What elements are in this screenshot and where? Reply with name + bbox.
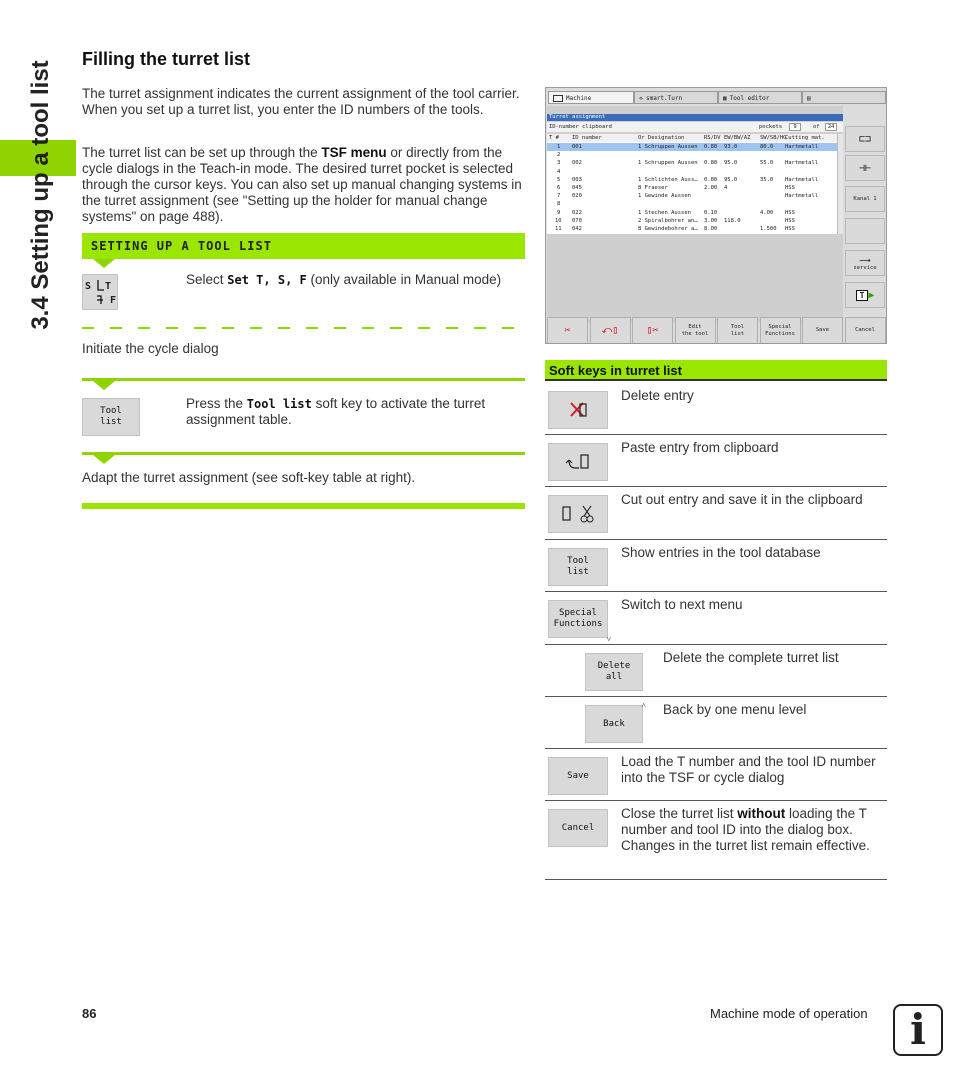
step1-text: Select Set T, S, F (only available in Manual mode)	[186, 272, 502, 287]
table-row[interactable]	[547, 159, 837, 167]
softkey-description: Show entries in the tool database	[621, 545, 821, 560]
softkey-table-row	[545, 749, 887, 801]
step-marker-icon	[93, 259, 115, 268]
table-cell: 070	[572, 217, 582, 224]
tab-tool-editor[interactable]: ▦ Tool editor	[718, 91, 802, 104]
table-cell: 022	[572, 209, 582, 216]
table-cell: 0.10	[704, 209, 718, 216]
table-cell: 1 Schlichten Auss…	[638, 176, 698, 183]
dashed-divider	[82, 327, 525, 329]
turret-assignment-screenshot	[545, 87, 887, 344]
table-header-row	[547, 134, 837, 142]
tool-list-key[interactable]: Tool list	[717, 317, 758, 344]
table-row[interactable]	[547, 192, 837, 200]
table-cell: 1.500	[760, 226, 777, 232]
procedure-end-bar	[82, 503, 525, 509]
back-softkey[interactable]: Back ˄	[585, 705, 643, 743]
table-column-header: T #	[549, 135, 559, 141]
table-cell: 3.00	[704, 217, 718, 224]
table-row[interactable]	[547, 225, 837, 233]
table-row[interactable]	[547, 151, 837, 159]
table-row[interactable]	[547, 168, 837, 176]
table-cell: Hartmetall	[785, 160, 819, 167]
channel-key[interactable]: Kanal 1	[845, 186, 885, 212]
table-cell: 80.0	[760, 144, 774, 150]
step-marker-icon	[93, 381, 115, 390]
table-cell: 4	[724, 185, 728, 191]
setup-paragraph: The turret list can be set up through the TSF menu or directly from the cycle dialogs in the Teach-in mode. The desired turret pocket is selected through the cursor keys. You can also set up manual changing systems in the turret assignment (see "Setting up the holder for manual change systems" on page 488).	[82, 145, 522, 224]
intro-paragraph: The turret assignment indicates the current assignment of the tool carrier. When you set up a turret list, you enter the ID numbers of the tools.	[82, 86, 520, 117]
softkey-description: Switch to next menu	[621, 597, 743, 612]
table-cell: 1 Gewinde Aussen	[638, 193, 691, 200]
tab-smart-turn[interactable]: ⟡ smart.Turn	[634, 91, 718, 104]
table-scrollbar[interactable]	[837, 134, 843, 234]
table-cell: 4	[557, 168, 561, 175]
step-marker-icon	[93, 455, 115, 464]
table-row[interactable]	[547, 209, 837, 217]
table-cell: HSS	[785, 226, 795, 232]
table-cell: 0.80	[704, 160, 718, 167]
table-column-header: EW/BW/AZ	[724, 135, 751, 141]
empty-key[interactable]	[845, 218, 885, 244]
edit-tool-key[interactable]: Edit the tool	[675, 317, 716, 344]
table-column-header: Cutting mat.	[785, 135, 825, 141]
tool-list-softkey[interactable]: Tool list	[548, 548, 608, 586]
softkey-table-row	[545, 487, 887, 540]
table-cell: 2	[557, 152, 561, 159]
cancel-softkey[interactable]: Cancel	[548, 809, 608, 847]
softkey-table-row	[545, 645, 887, 697]
table-cell: 1 Schruppen Aussen	[638, 160, 698, 167]
table-cell: Hartmetall	[785, 176, 819, 183]
info-icon: i	[893, 1004, 943, 1056]
tab-extra[interactable]: ▤	[802, 91, 886, 104]
softkey-table-row	[545, 592, 887, 645]
tool-holder-key-icon[interactable]: ⊣⊢	[845, 155, 885, 181]
table-cell: 002	[572, 160, 582, 167]
turret-table[interactable]	[547, 134, 843, 234]
cut-entry-key-icon[interactable]: ▯✂	[632, 317, 673, 344]
page-number: 86	[82, 1006, 97, 1021]
table-cell: 001	[572, 144, 582, 150]
softkey-table-row	[545, 540, 887, 592]
turret-view-key-icon[interactable]: ⊏⊐	[845, 126, 885, 152]
delete-all-softkey[interactable]: Delete all	[585, 653, 643, 691]
table-cell: 6	[557, 185, 561, 191]
t-key-icon[interactable]: T ▶	[845, 282, 885, 308]
softkey-table-title: Soft keys in turret list	[545, 360, 887, 381]
table-cell: 2 Spiralbohrer an…	[638, 217, 698, 224]
table-column-header: ID number	[572, 135, 602, 141]
softkey-table-row	[545, 383, 887, 435]
table-cell: 7	[557, 193, 561, 200]
cancel-key[interactable]: Cancel	[845, 317, 886, 344]
tab-machine[interactable]: Machine	[548, 91, 634, 104]
softkey-table-row	[545, 697, 887, 749]
chapter-side-title: 3.4 Setting up a tool list	[27, 60, 54, 330]
section-title: Filling the turret list	[82, 49, 251, 69]
table-cell: 35.0	[760, 176, 774, 183]
step-divider	[82, 452, 525, 455]
table-cell: HSS	[785, 209, 795, 216]
table-cell: 8 Gewindebohrer a…	[638, 226, 698, 232]
table-row[interactable]	[547, 217, 837, 225]
table-row[interactable]	[547, 184, 837, 192]
softkey-description: Back by one menu level	[663, 702, 807, 717]
table-cell: 0.80	[704, 176, 718, 183]
table-cell: 1 Stechen Aussen	[638, 209, 691, 216]
tool-list-softkey[interactable]: Tool list	[82, 398, 140, 436]
table-cell: 95.0	[724, 176, 738, 183]
paste-entry-key-icon[interactable]: ⤺▯	[590, 317, 631, 344]
menu-up-icon: ˄	[641, 701, 646, 710]
table-cell: 3	[557, 160, 561, 167]
table-row[interactable]	[547, 200, 837, 208]
horizontal-softkeys	[546, 317, 887, 344]
table-column-header: SW/SB/HG	[760, 135, 787, 141]
table-cell: Hartmetall	[785, 144, 819, 150]
table-row[interactable]	[547, 176, 837, 184]
menu-down-icon: ˅	[606, 635, 611, 644]
special-functions-softkey[interactable]: Special Functions ˅	[548, 600, 608, 638]
table-cell: 020	[572, 193, 582, 200]
table-column-header: RS/DV	[704, 135, 721, 141]
step-divider	[82, 378, 525, 381]
table-cell: 55.0	[760, 160, 774, 167]
step2-text: Initiate the cycle dialog	[82, 341, 219, 356]
special-functions-key[interactable]: Special Functions	[760, 317, 801, 344]
table-cell: 003	[572, 176, 582, 183]
chapter-name: Machine mode of operation	[710, 1006, 868, 1021]
table-cell: 1 Schruppen Aussen	[638, 144, 698, 150]
vertical-softkeys	[844, 106, 887, 324]
table-column-header: Or Designation	[638, 135, 685, 141]
softkey-description: Delete the complete turret list	[663, 650, 839, 665]
table-cell: 95.0	[724, 160, 738, 167]
clipboard-row: ID-number clipboard pockets 9 of 24	[547, 122, 843, 132]
turret-window	[547, 106, 843, 323]
cut-entry-icon[interactable]	[548, 495, 608, 533]
softkey-table-row	[545, 435, 887, 487]
softkey-description: Delete entry	[621, 388, 694, 403]
table-cell: 5	[557, 176, 561, 183]
softkey-description: Load the T number and the tool ID number into the TSF or cycle dialog	[621, 754, 876, 785]
softkey-table-row	[545, 801, 887, 880]
window-title: Turret assignment	[547, 114, 843, 121]
table-cell: Hartmetall	[785, 193, 819, 200]
softkey-description: Close the turret list without loading the T number and tool ID into the dialog box. Changes in the turret list remain effective.	[621, 806, 870, 853]
table-cell: 042	[572, 226, 582, 232]
table-cell: HSS	[785, 217, 795, 224]
procedure-title: SETTING UP A TOOL LIST	[91, 239, 272, 253]
step3-text: Press the Tool list soft key to activate the turret assignment table.	[186, 396, 486, 427]
procedure-header	[82, 233, 525, 259]
table-cell: HSS	[785, 185, 795, 191]
save-key[interactable]: Save	[802, 317, 843, 344]
table-cell: 2.00	[704, 185, 718, 191]
table-cell: 93.0	[724, 144, 738, 150]
delete-entry-icon[interactable]	[548, 391, 608, 429]
paste-entry-icon[interactable]	[548, 443, 608, 481]
table-cell: 11	[555, 226, 562, 232]
step4-text: Adapt the turret assignment (see soft-key table at right).	[82, 470, 416, 485]
softkey-description: Cut out entry and save it in the clipboard	[621, 492, 863, 507]
table-cell: 8.00	[704, 226, 718, 232]
table-cell: 4.00	[760, 209, 774, 216]
table-cell: 118.0	[724, 217, 741, 224]
table-cell: 8 Fraeser	[638, 185, 668, 191]
table-cell: 0.80	[704, 144, 718, 150]
table-cell: 8	[557, 201, 561, 208]
save-softkey[interactable]: Save	[548, 757, 608, 795]
table-row[interactable]	[547, 143, 837, 151]
table-cell: 9	[557, 209, 561, 216]
delete-entry-key-icon[interactable]: ✂	[547, 317, 588, 344]
table-cell: 1	[557, 144, 561, 150]
service-key[interactable]: ⟿ service	[845, 250, 885, 276]
set-tsf-icon[interactable]: S T F	[82, 274, 118, 310]
table-cell: 10	[555, 217, 562, 224]
softkey-description: Paste entry from clipboard	[621, 440, 779, 455]
table-cell: 045	[572, 185, 582, 191]
